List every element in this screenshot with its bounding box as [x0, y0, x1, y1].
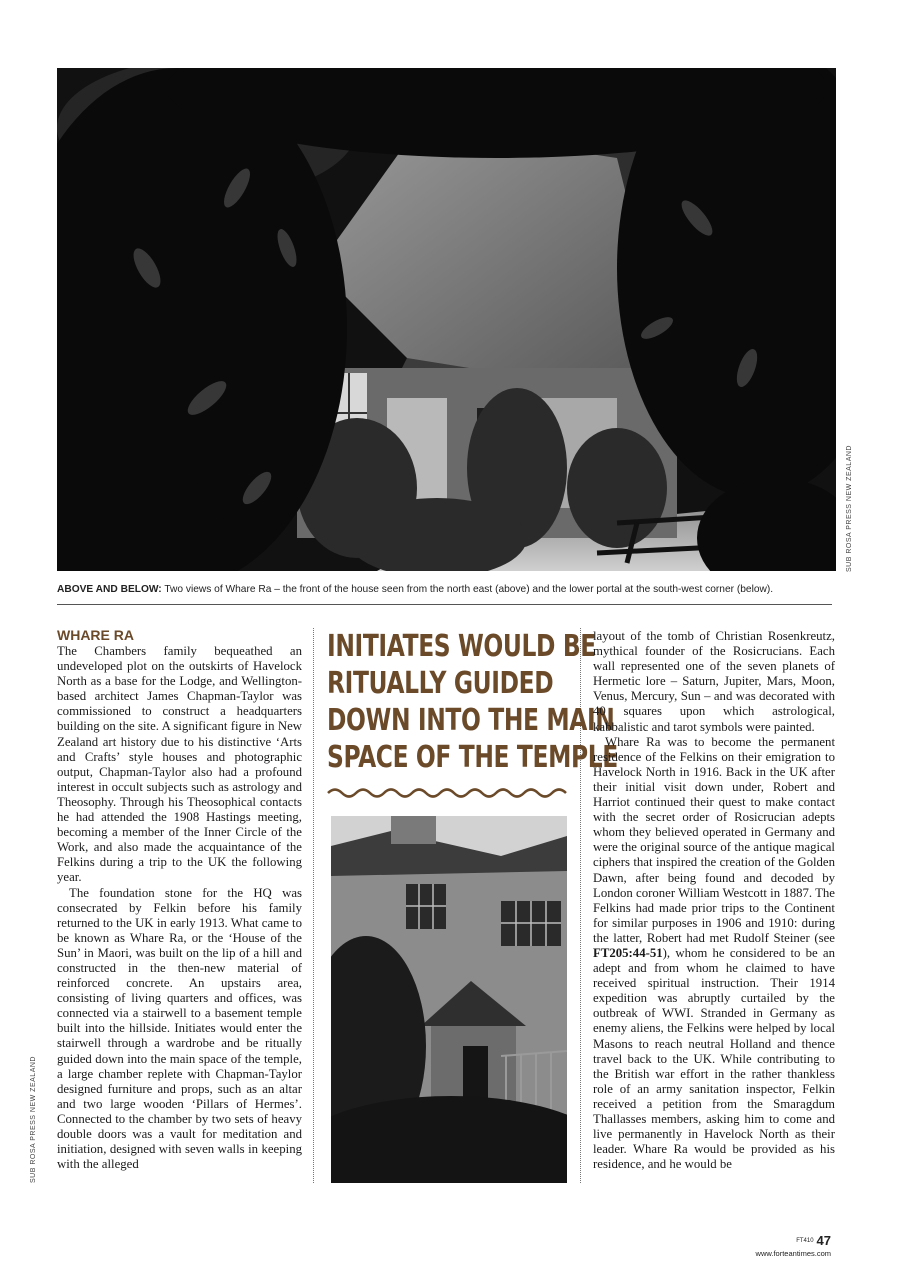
pull-quote [327, 628, 618, 776]
issue-number: FT410 [796, 1237, 814, 1244]
caption-text: Two views of Whare Ra – the front of the house seen from the north east (above) and the lower portal at the south-west corner (below). [161, 584, 774, 595]
pull-quote-line: INITIATES WOULD BE [327, 629, 596, 664]
article-column-left [57, 627, 302, 1172]
section-heading: WHARE RA [57, 627, 134, 643]
paragraph: The Chambers family bequeathed an undeveloped plot on the outskirts of Havelock North as a base for the Lodge, and Wellington-based architect James Chapman-Taylor was commissioned to construct a headquarters building on the site. A significant figure in New Zealand art history due to his distinctive ‘Arts and Crafts’ style houses and photographic output, Chapman-Taylor also had a profound interest in occult subjects such as astrology and Theosophy. Through his Theosophical contacts he had attended the 1908 Hastings meeting, becoming a member of the Inner Circle of the Work, and also made the acquaintance of the Felkins during a trip to the UK the following year. [57, 644, 302, 885]
pull-quote-line: RITUALLY GUIDED [327, 666, 554, 701]
house-in-garden-photo-art [57, 68, 836, 571]
caption-divider [57, 604, 832, 605]
photo-credit-top: SUB ROSA PRESS NEW ZEALAND [846, 445, 853, 572]
top-photo [57, 68, 836, 571]
pull-quote-line: DOWN INTO THE MAIN [327, 703, 615, 738]
photo-credit-bottom: SUB ROSA PRESS NEW ZEALAND [30, 1056, 37, 1183]
photo-caption [57, 584, 836, 595]
middle-photo [331, 816, 567, 1183]
lower-portal-photo-art [331, 816, 567, 1183]
wavy-divider-icon [326, 786, 574, 800]
page-number: 47 [816, 1233, 831, 1248]
website-url: www.forteantimes.com [755, 1249, 831, 1258]
paragraph-text: ), whom he considered to be an adept and from whom he claimed to have received spiritual instruction. Their 1914 expedition was abruptly curtailed by the outbreak of WWI. Stranded in Germany as enemy aliens, the Felkins were helped by local Masons to reach neutral Holland and thence travel back to the UK. While contributing to the British war effort in the rather thankless role of an army sanitation inspector, Felkin received a petition from the Smaragdum Thallasses members, asking him to come and live permanently in Havelock North as their leader. Whare Ra would be provided as his residence, and he would be [593, 945, 835, 1172]
column-divider [313, 628, 314, 1183]
paragraph: The foundation stone for the HQ was consecrated by Felkin before his family returned to the UK in early 1913. What came to be known as Whare Ra, or the ‘House of the Sun’ in Maori, was built on the lip of a hill and constructed in the then-new material of reinforced concrete. An upstairs area, consisting of living quarters and offices, was connected via a stairwell to a basement temple built into the hillside. Initiates would enter the stairwell through a wardrobe and be ritually guided down into the main space of the temple, a large chamber replete with Chapman-Taylor designed furniture and props, such as an altar and two large wooden ‘Pillars of Hermes’. Connected to the chamber by two sets of heavy double doors was a vault for meditation and initiation, designed with seven walls in keeping with the alleged [57, 885, 302, 1172]
cross-reference: FT205:44-51 [593, 945, 663, 960]
caption-lead: ABOVE AND BELOW: [57, 584, 162, 595]
paragraph: layout of the tomb of Christian Rosenkreutz, mythical founder of the Rosicrucians. Each wall represented one of the seven planets of Hermetic lore – Saturn, Jupiter, Mars, Moon, Venus, Mercury, Sun – and was decorated with 40 squares upon which astrological, kabbalistic and tarot symbols were painted. [593, 629, 835, 734]
paragraph [593, 735, 835, 1173]
pull-quote-line: SPACE OF THE TEMPLE [327, 740, 618, 775]
paragraph-text: Whare Ra was to become the permanent residence of the Felkins on their emigration to Havelock North in 1916. Back in the UK after their initial visit down under, Robert and Harriot continued their quest to make contact with the secret order of Rosicrucian adepts whom they believed operated in Germany and were the original source of the antique magical ciphers that inspired the creation of the Golden Dawn, after being found and decoded by London coroner William Westcott in 1887. The Felkins had made prior trips to the Continent for similar purposes in 1906 and 1910: during the latter, Robert had met Rudolf Steiner (see [593, 734, 835, 945]
page-footer [700, 1232, 831, 1258]
article-column-right [593, 629, 835, 1172]
